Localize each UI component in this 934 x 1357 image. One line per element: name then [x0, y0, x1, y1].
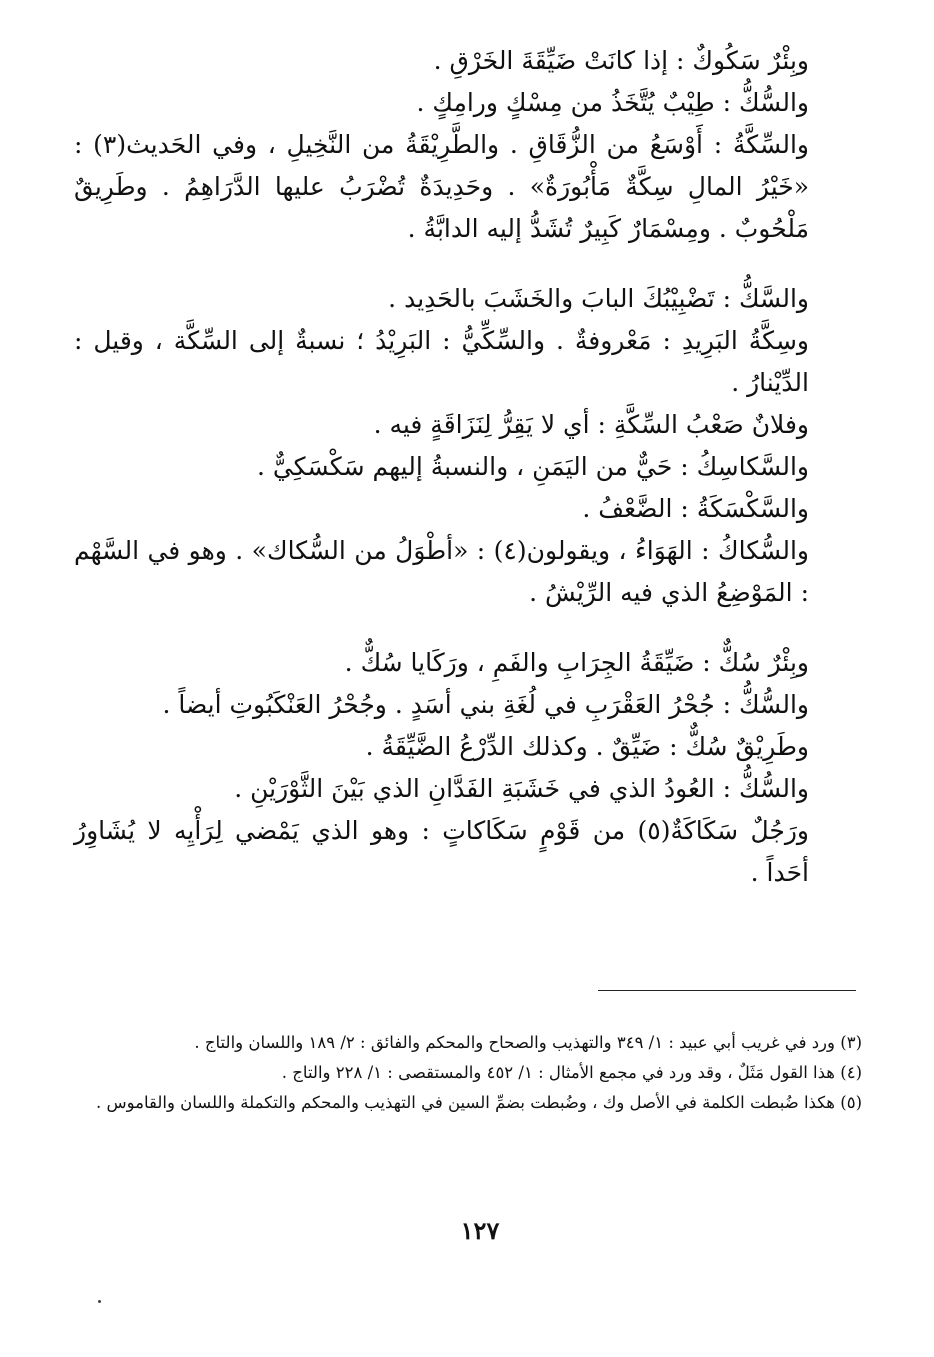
entry-tariq-sukk: وطَرِيْقٌ سُكٌّ : ضَيِّقٌ . وكذلك الدِّرْعُ الضَّيِّقَةُ . [365, 732, 809, 761]
footnotes [72, 1030, 862, 1120]
entry-bir-sakuk: وبِئْرٌ سَكُوكٌ : إذا كانَتْ ضَيِّقَةَ الخَرْقِ . [433, 46, 809, 75]
footnote-separator [598, 990, 856, 991]
entry-rajul-sakaka: ورَجُلٌ سَكَاكَةٌ(٥) من قَوْمٍ سَكَاكاتٍ : وهو الذي يَمْضي لِرَأْيِه لا يُشَاوِرُ أحَداً . [74, 816, 810, 887]
scan-speck [98, 1300, 101, 1303]
entry-sab-al-sikka: وفلانٌ صَعْبُ السِّكَّةِ : أي لا يَقِرُّ لِنَزَاقَةٍ فيه . [373, 410, 809, 439]
entry-al-sakasik: والسَّكاسِكُ : حَيٌّ من اليَمَنِ ، والنسبةُ إليهم سَكْسَكِيٌّ . [256, 452, 809, 481]
entry-al-sukk-plough: والسُّكُّ : العُودُ الذي في خَشَبَةِ الفَدَّانِ الذي بَيْنَ الثَّوْرَيْنِ . [234, 774, 809, 803]
entry-al-sikka: والسِّكَّةُ : أَوْسَعُ من الزُّقَاقِ . والطَّرِيْقَةُ من النَّخِيلِ ، وفي الحَديث(٣) : «خَيْرُ المالِ سِكَّةٌ مَأْبُورَةٌ» . وحَدِيدَةٌ تُضْرَبُ عليها الدَّرَاهِمُ . وطَرِيقٌ مَلْحُوبٌ . ومِسْمَارٌ كَبِيرٌ تُشَدُّ إليه الدابَّةُ . [74, 130, 809, 243]
entry-al-saksaka: والسَّكْسَكَةُ : الضَّعْفُ . [582, 494, 809, 523]
footnote-5: (٥) هكذا ضُبطت الكلمة في الأصل وك ، وضُبطت بضمِّ السين في التهذيب والمحكم والتكملة واللسان والقاموس . [95, 1093, 862, 1112]
entry-bir-sukk: وبِئْرٌ سُكٌّ : ضَيِّقَةُ الجِرَابِ والفَمِ ، ورَكَايا سُكٌّ . [344, 648, 809, 677]
footnote-3: (٣) ورد في غريب أبي عبيد : ١/ ٣٤٩ والتهذيب والصحاح والمحكم والفائق : ٢/ ١٨٩ واللسان والتاج . [194, 1033, 862, 1052]
entry-al-sukk-perfume: والسُّكُّ : طِيْبٌ يُتَّخَذُ من مِسْكٍ ورامِكٍ . [416, 88, 809, 117]
entry-al-sukk-burrow: والسُّكُّ : جُحْرُ العَقْرَبِ في لُغَةِ بني أسَدٍ . وجُحْرُ العَنْكَبُوتِ أيضاً . [162, 690, 809, 719]
page-number: ١٢٧ [460, 1216, 500, 1245]
main-text [74, 40, 849, 894]
entry-al-sakk: والسَّكُّ : تَضْبِيْبُكَ البابَ والخَشَبَ بالحَدِيد . [388, 284, 809, 313]
entry-sikkat-al-barid: وسِكَّةُ البَرِيدِ : مَعْروفةٌ . والسِّكِّيُّ : البَرِيْدُ ؛ نسبةٌ إلى السِّكَّة ، وقيل : الدِّيْنارُ . [74, 326, 809, 397]
entry-al-sukak: والسُّكاكُ : الهَوَاءُ ، ويقولون(٤) : «أطْوَلُ من السُّكاك» . وهو في السَّهْم : المَوْضِعُ الذي فيه الرِّيْشُ . [74, 536, 809, 607]
footnote-4: (٤) هذا القول مَثَلٌ ، وقد ورد في مجمع الأمثال : ١/ ٤٥٢ والمستقصى : ١/ ٢٢٨ والتاج . [281, 1063, 862, 1082]
